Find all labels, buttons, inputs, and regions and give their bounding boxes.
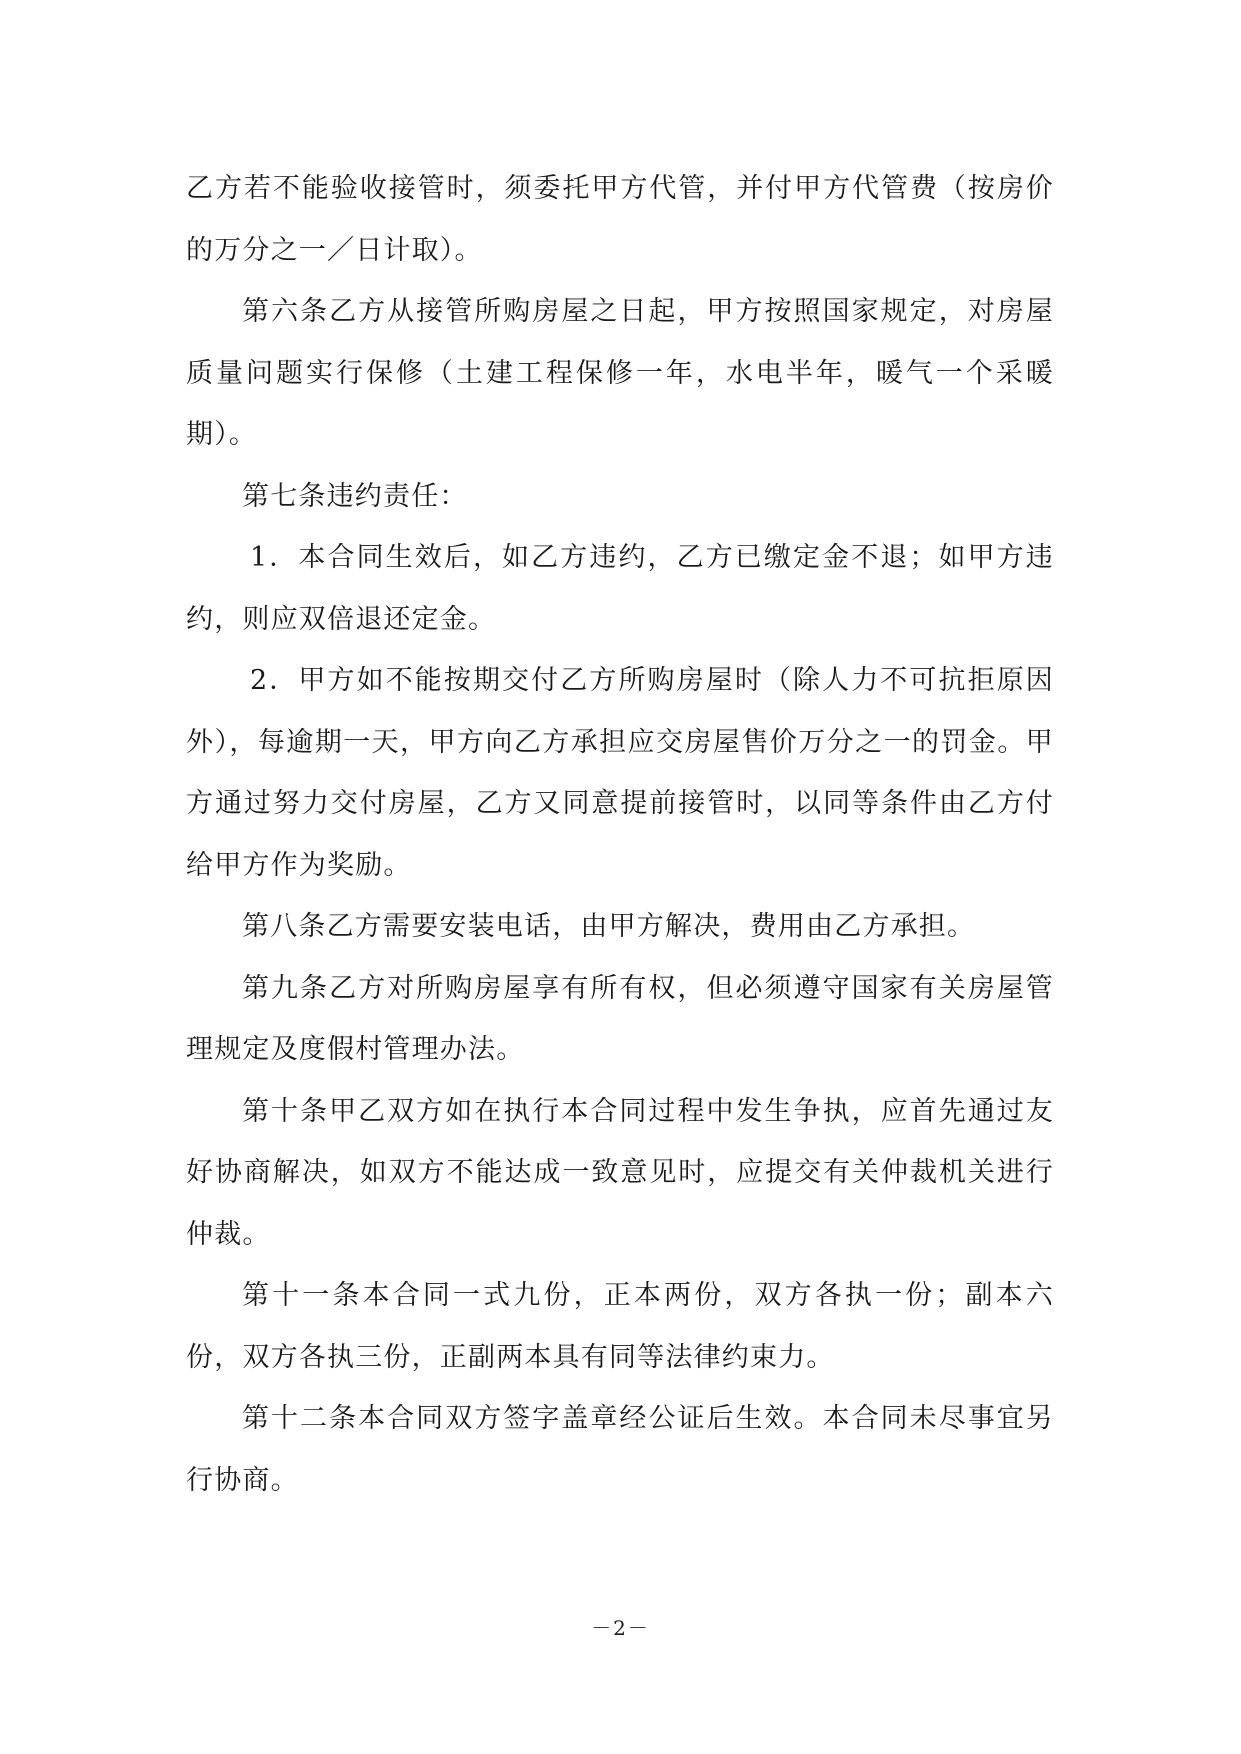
- paragraph-article-6: 第六条乙方从接管所购房屋之日起，甲方按照国家规定，对房屋质量问题实行保修（土建工程保修一年，水电半年，暖气一个采暖期）。: [186, 296, 1054, 450]
- paragraph-article-8: 第八条乙方需要安装电话，由甲方解决，费用由乙方承担。: [242, 911, 976, 942]
- paragraph-article-7-item-2: 2．甲方如不能按期交付乙方所购房屋时（除人力不可抗拒原因外），每逾期一天，甲方向乙方承担应交房屋售价万分之一的罚金。甲方通过努力交付房屋，乙方又同意提前接管时，以同等条件由乙方付给甲方作为奖励。: [186, 665, 1054, 881]
- paragraph-article-10: 第十条甲乙双方如在执行本合同过程中发生争执，应首先通过友好协商解决，如双方不能达成一致意见时，应提交有关仲裁机关进行仲裁。: [186, 1095, 1054, 1250]
- page-number: －2－: [591, 1616, 650, 1640]
- paragraph-article-12: 第十二条本合同双方签字盖章经公证后生效。本合同未尽事宜另行协商。: [186, 1403, 1054, 1496]
- document-body: [186, 158, 1054, 1511]
- paragraph-article-7-heading: 第七条违约责任：: [242, 480, 468, 512]
- paragraph-continuation: 乙方若不能验收接管时，须委托甲方代管，并付甲方代管费（按房价的万分之一／日计取）。: [186, 173, 1054, 266]
- paragraph-article-7-item-1: 1．本合同生效后，如乙方违约，乙方已缴定金不退；如甲方违约，则应双倍退还定金。: [186, 542, 1054, 635]
- paragraph-article-9: 第九条乙方对所购房屋享有所有权，但必须遵守国家有关房屋管理规定及度假村管理办法。: [186, 972, 1054, 1065]
- paragraph-article-11: 第十一条本合同一式九份，正本两份，双方各执一份；副本六份，双方各执三份，正副两本具有同等法律约束力。: [186, 1280, 1054, 1373]
